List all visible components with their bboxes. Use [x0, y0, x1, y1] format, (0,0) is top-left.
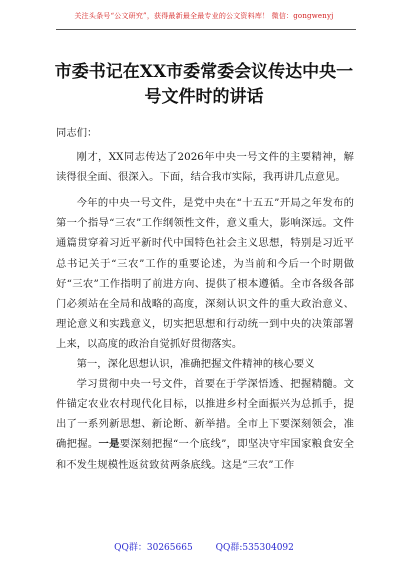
paragraph-1: 刚才，XX同志传达了2026年中央一号文件的主要精神，解读得很全面、很深入。下面，结合我市实际，我再讲几点意见。 — [56, 151, 354, 184]
title-line-1: 市委书记在XX市委常委会议传达中央一 — [54, 62, 354, 82]
footer-qq-group-1: QQ群：30265665 — [114, 543, 193, 553]
paragraph-3-emphasis: 一是 — [98, 438, 120, 451]
paragraph-2: 今年的中央一号文件，是党中央在“十五五”开局之年发布的第一个指导“三农”工作纲领性文件，意义重大，影响深远。文件通篇贯穿着习近平新时代中国特色社会主义思想，特别是习近平总书记关于“三农”工作的重要论述，为当前和今后一个时期做好“三农”工作指明了前进方向、提供了根本遵循。全市各级各部门必须站在全局和战略的高度，深刻认识文件的重大政治意义、理论意义和实践意义，切实把思想和行动统一到中央的决策部署上来，以高度的政治自觉抓好贯彻落实。 — [56, 197, 354, 350]
document-body — [56, 123, 354, 475]
footer-qq-group-2: QQ群:535304092 — [215, 543, 294, 553]
title-line-2: 号文件时的讲话 — [144, 87, 264, 107]
paragraph-3 — [56, 374, 354, 474]
footer-qq-groups — [0, 540, 408, 553]
section-heading-1: 第一，深化思想认识，准确把握文件精神的核心要义 — [76, 358, 315, 371]
header-divider — [56, 29, 356, 30]
document-title — [40, 60, 368, 110]
paragraph-3-text-a: 学习贯彻中央一号文件，首要在于学深悟透、把握精髓。文件锚定农业农村现代化目标，以推进乡村全面振兴为总抓手，提出了一系列新思想、新论断、新举措。全市上下要深刻领会，准确把握。 — [56, 378, 354, 451]
header-promo-note: 关注头条号“公文研究”，获得最新最全最专业的公文资料库！ 微信：gongwenyj — [74, 12, 334, 20]
paragraph-3-text-c: 要深刻把握“一个底线”，即坚决守牢国家粮食安全和不发生规模性返贫致贫两条底线。这是“三农”工作 — [56, 438, 354, 471]
salutation: 同志们： — [56, 127, 98, 139]
